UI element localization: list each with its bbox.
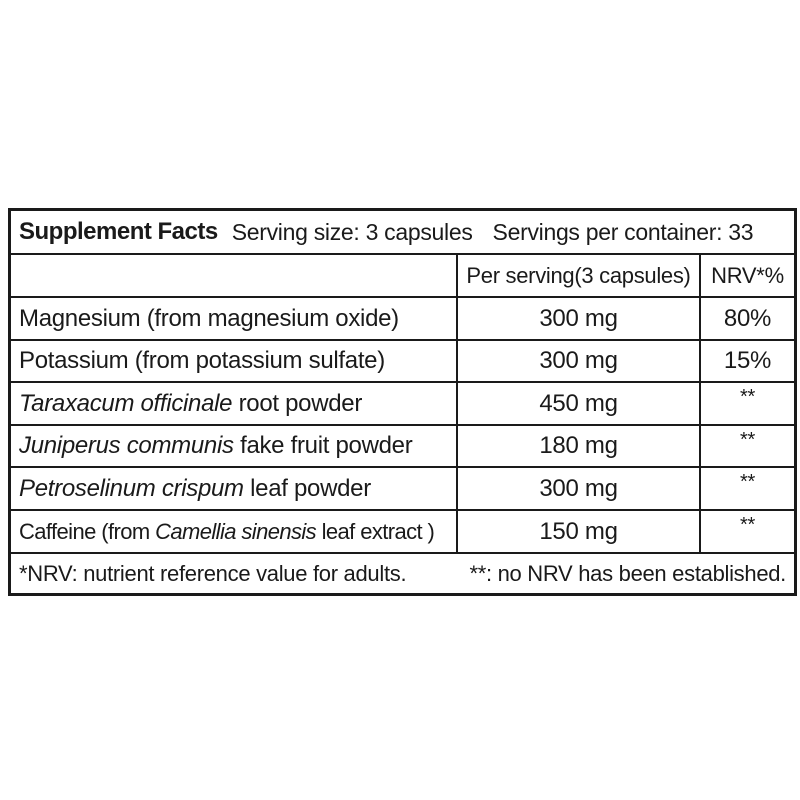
latin-name: Camellia sinensis xyxy=(155,518,317,544)
serving-size: Serving size: 3 capsules xyxy=(231,218,473,245)
table-row xyxy=(11,468,794,511)
table-row xyxy=(11,298,794,341)
column-header-per-serving: Per serving(3 capsules) xyxy=(458,255,701,296)
latin-name: Petroselinum crispum xyxy=(19,474,244,502)
table-row xyxy=(11,383,794,426)
footer-notes xyxy=(11,554,794,593)
latin-name: Taraxacum officinale xyxy=(19,389,233,417)
amount-per-serving: 150 mg xyxy=(458,511,701,552)
table-title: Supplement Facts xyxy=(19,218,218,245)
ingredient-name: Taraxacum officinale root powder xyxy=(11,383,458,424)
table-row xyxy=(11,511,794,554)
amount-per-serving: 300 mg xyxy=(458,298,701,339)
amount-per-serving: 450 mg xyxy=(458,383,701,424)
column-header-nrv: NRV*% xyxy=(711,262,784,288)
column-header-ingredient xyxy=(11,255,458,296)
nrv-percent: ** xyxy=(740,471,755,493)
column-header-row xyxy=(11,255,794,298)
table-row xyxy=(11,341,794,383)
footer-row xyxy=(11,554,794,593)
nrv-percent: 15% xyxy=(723,347,772,374)
ingredient-name: Juniperus communis fake fruit powder xyxy=(11,426,458,466)
no-nrv-note: **: no NRV has been established. xyxy=(469,560,786,586)
title-cell xyxy=(11,211,794,253)
ingredient-name: Potassium (from potassium sulfate) xyxy=(11,341,458,381)
nrv-percent: ** xyxy=(740,386,755,408)
servings-per-container: Servings per container: 33 xyxy=(492,218,754,245)
title-row xyxy=(11,211,794,255)
supplement-facts-table xyxy=(8,208,797,596)
nrv-percent: ** xyxy=(740,514,755,536)
latin-name: Juniperus communis xyxy=(19,432,234,459)
nrv-percent: ** xyxy=(740,428,755,451)
nrv-note: *NRV: nutrient reference value for adults. xyxy=(19,560,407,586)
nrv-percent: 80% xyxy=(723,304,772,332)
ingredient-name: Caffeine (from Camellia sinensis leaf extract ) xyxy=(11,511,458,552)
amount-per-serving: 300 mg xyxy=(458,468,701,509)
amount-per-serving: 300 mg xyxy=(458,341,701,381)
ingredient-name: Petroselinum crispum leaf powder xyxy=(11,468,458,509)
table-row xyxy=(11,426,794,468)
amount-per-serving: 180 mg xyxy=(458,426,701,466)
ingredient-name: Magnesium (from magnesium oxide) xyxy=(11,298,458,339)
